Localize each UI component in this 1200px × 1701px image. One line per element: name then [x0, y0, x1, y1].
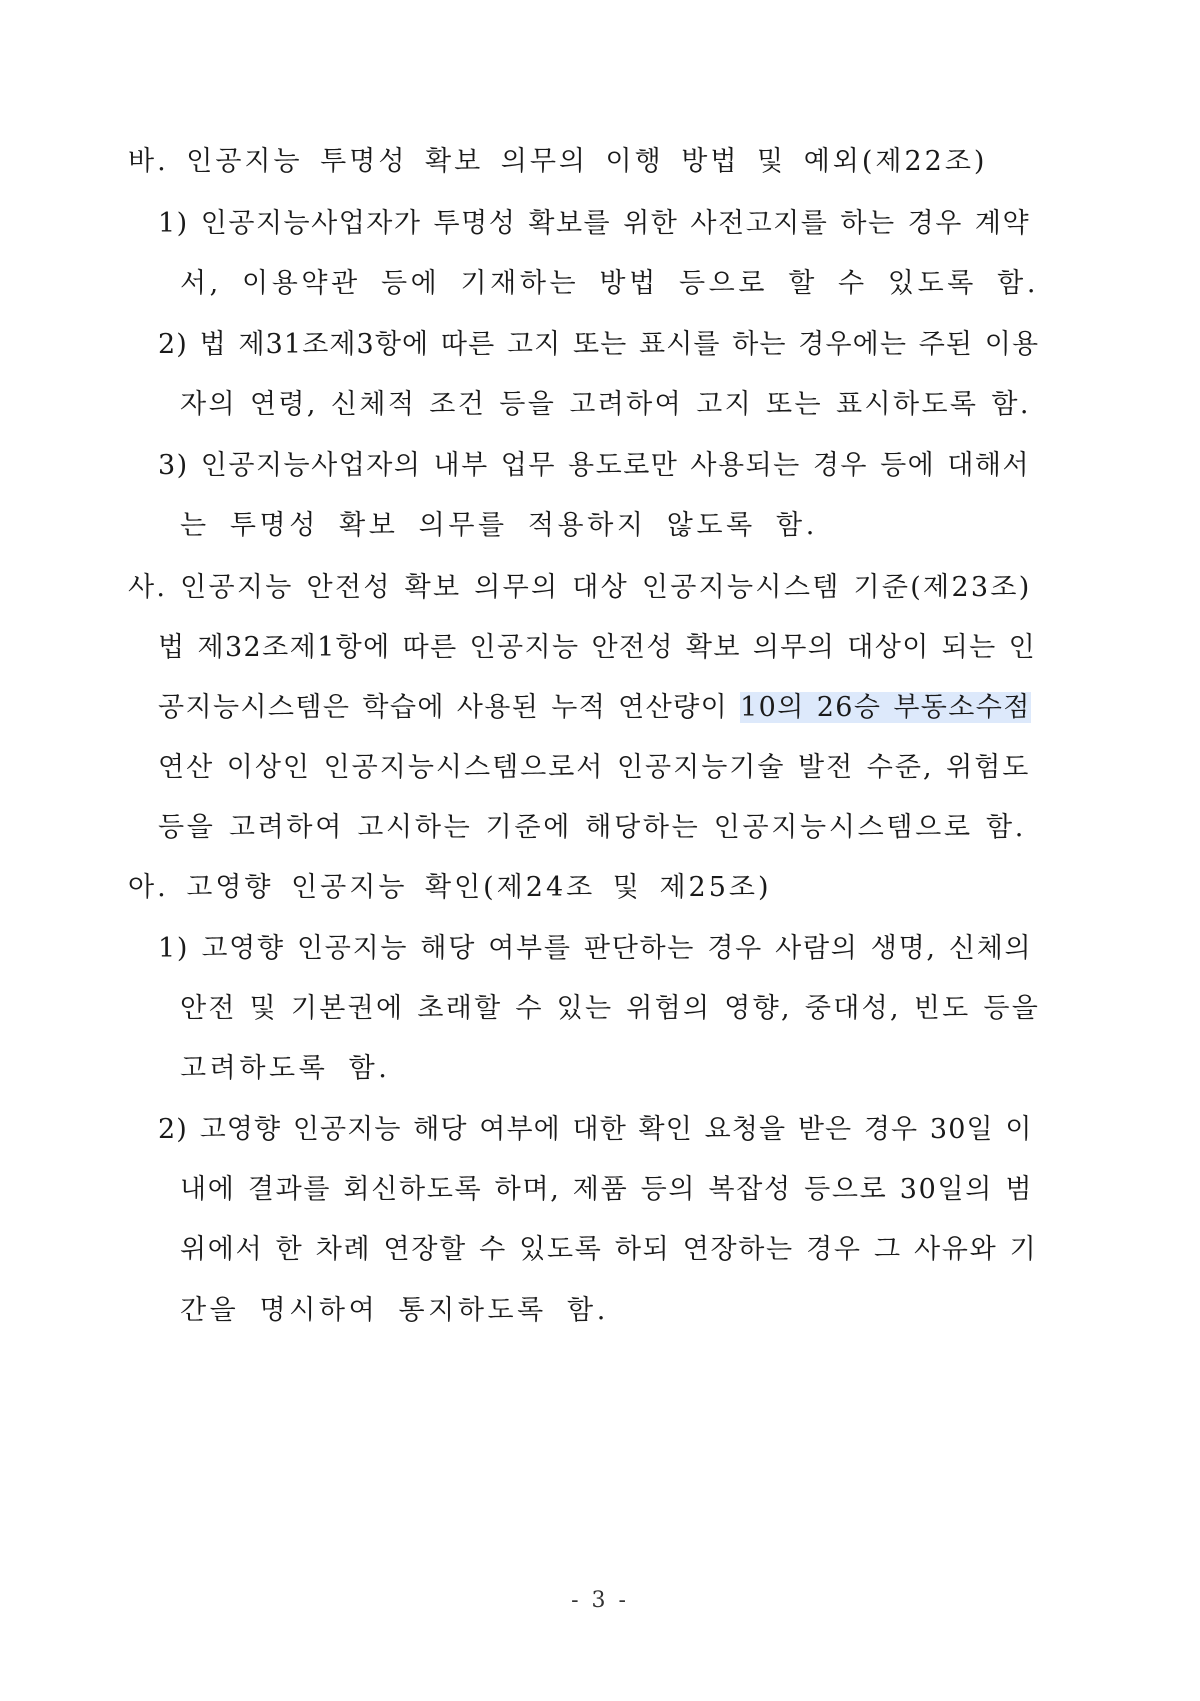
section-heading-ba: 바. 인공지능 투명성 확보 의무의 이행 방법 및 예외(제22조) — [128, 146, 988, 177]
section-sa-body-line-2 — [158, 688, 1031, 728]
section-heading-a: 아. 고영향 인공지능 확인(제24조 및 제25조) — [128, 872, 772, 903]
section-sa-body-line-4: 등을 고려하여 고시하는 기준에 해당하는 인공지능시스템으로 함. — [158, 812, 1027, 843]
item-1-line-1: 1) 인공지능사업자가 투명성 확보를 위한 사전고지를 하는 경우 계약 — [158, 208, 1031, 239]
section-sa-body-line-1: 법 제32조제1항에 따른 인공지능 안전성 확보 의무의 대상이 되는 인 — [158, 632, 1037, 663]
item-a1-line-2: 안전 및 기본권에 초래할 수 있는 위험의 영향, 중대성, 빈도 등을 — [180, 993, 1041, 1024]
section-heading-sa: 사. 인공지능 안전성 확보 의무의 대상 인공지능시스템 기준(제23조) — [128, 572, 1032, 603]
item-a2-line-1: 2) 고영향 인공지능 해당 여부에 대한 확인 요청을 받은 경우 30일 이 — [158, 1114, 1033, 1145]
item-2-line-2: 자의 연령, 신체적 조건 등을 고려하여 고지 또는 표시하도록 함. — [180, 389, 1031, 420]
body-line-2-text: 공지능시스템은 학습에 사용된 누적 연산량이 — [158, 692, 741, 723]
highlighted-text[interactable]: 10의 26승 부동소수점 — [740, 692, 1031, 723]
section-sa-body-line-3: 연산 이상인 인공지능시스템으로서 인공지능기술 발전 수준, 위험도 — [158, 752, 1031, 783]
item-1-line-2: 서, 이용약관 등에 기재하는 방법 등으로 할 수 있도록 함. — [180, 268, 1040, 299]
page-number: - 3 - — [571, 1588, 629, 1613]
item-3-line-2: 는 투명성 확보 의무를 적용하지 않도록 함. — [180, 510, 818, 541]
item-3-line-1: 3) 인공지능사업자의 내부 업무 용도로만 사용되는 경우 등에 대해서 — [158, 450, 1031, 481]
item-2-line-1: 2) 법 제31조제3항에 따른 고지 또는 표시를 하는 경우에는 주된 이용 — [158, 329, 1040, 360]
item-a2-line-4: 간을 명시하여 통지하도록 함. — [180, 1295, 609, 1326]
item-a1-line-1: 1) 고영향 인공지능 해당 여부를 판단하는 경우 사람의 생명, 신체의 — [158, 933, 1033, 964]
item-a1-line-3: 고려하도록 함. — [180, 1053, 391, 1084]
item-a2-line-2: 내에 결과를 회신하도록 하며, 제품 등의 복잡성 등으로 30일의 범 — [180, 1174, 1034, 1205]
item-a2-line-3: 위에서 한 차례 연장할 수 있도록 하되 연장하는 경우 그 사유와 기 — [180, 1234, 1038, 1265]
